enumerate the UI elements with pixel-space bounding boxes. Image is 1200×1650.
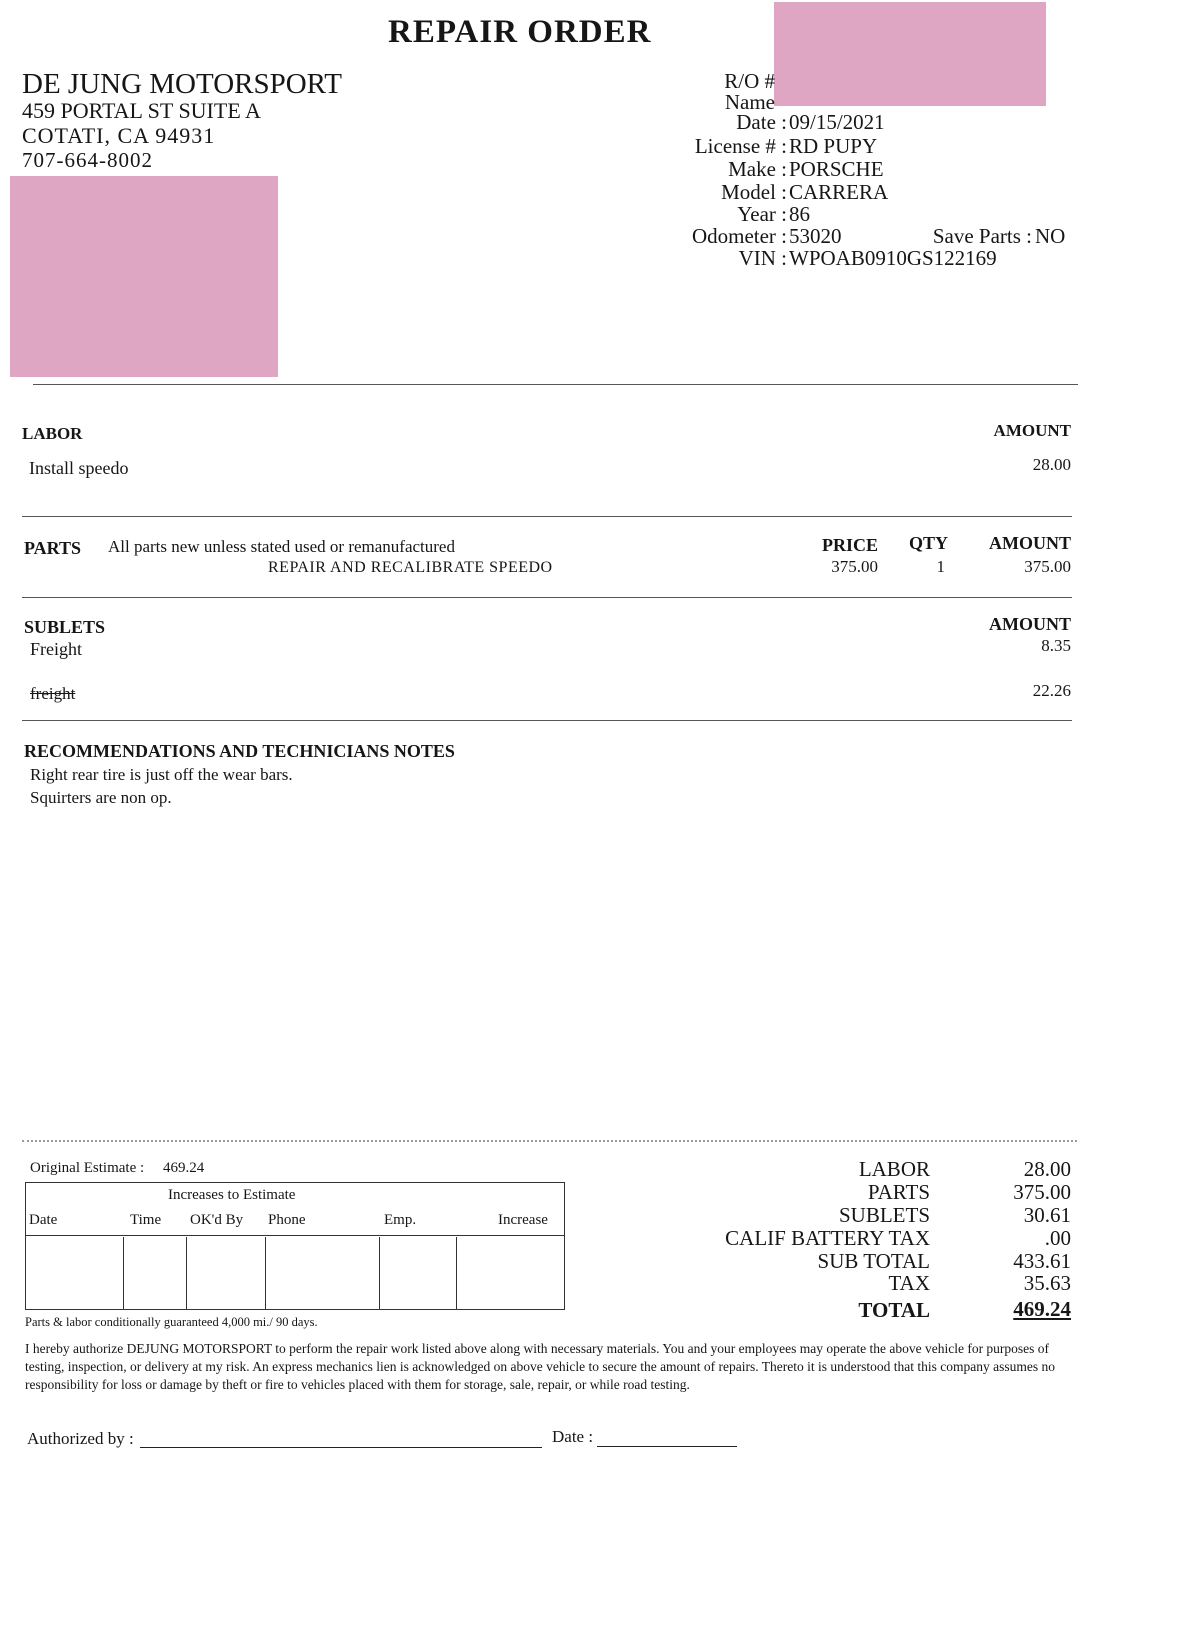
sublets-heading: SUBLETS	[24, 617, 106, 637]
parts-qty-heading: QTY	[908, 533, 948, 553]
parts-note: All parts new unless stated used or remanufactured	[108, 537, 455, 556]
license-label: License # :	[694, 134, 787, 158]
original-estimate-value: 469.24	[163, 1160, 205, 1176]
increases-header-rule	[26, 1235, 564, 1236]
sublets-item-amount: 8.35	[1041, 636, 1071, 655]
shop-address-line1: 459 PORTAL ST SUITE A	[22, 98, 261, 123]
totals-subtotal-value: 433.61	[1013, 1249, 1071, 1273]
vin-label: VIN :	[738, 246, 787, 270]
parts-item-qty: 1	[936, 557, 945, 576]
notes-heading: RECOMMENDATIONS AND TECHNICIANS NOTES	[24, 741, 455, 761]
totals-sublets-value: 30.61	[1023, 1203, 1071, 1227]
labor-divider	[22, 516, 1072, 517]
date-value: 09/15/2021	[789, 110, 885, 134]
totals-battery-tax-value: .00	[1044, 1226, 1071, 1250]
authorized-by-label: Authorized by :	[27, 1429, 134, 1448]
authorization-text: I hereby authorize DEJUNG MOTORSPORT to perform the repair work listed above along with necessary materials. You and your employees may operate the above vehicle for purposes of testing, inspection, or delivery at my risk. An express mechanics lien is acknowledged on above vehicle to secure the amount of repairs. Thereto it is understood that this company assumes no responsibility for loss or damage by theft or fire to vehicles placed with them for storage, sale, repair, or while road testing.	[25, 1341, 1055, 1392]
increases-col-divider	[379, 1237, 380, 1309]
increases-col-divider	[186, 1237, 187, 1309]
year-value: 86	[789, 202, 810, 226]
increases-col-okd-by: OK'd By	[190, 1212, 244, 1228]
vin-value: WPOAB0910GS122169	[789, 246, 997, 270]
odometer-label: Odometer :	[691, 224, 787, 248]
labor-amount-heading: AMOUNT	[993, 421, 1071, 440]
shop-phone: 707-664-8002	[22, 148, 153, 172]
increases-col-time: Time	[130, 1212, 162, 1228]
totals-tax-value: 35.63	[1023, 1271, 1071, 1295]
ro-number-label: R/O #	[724, 69, 775, 93]
increases-col-divider	[456, 1237, 457, 1309]
totals-total-label: TOTAL	[858, 1298, 930, 1322]
redacted-customer-block	[10, 176, 278, 377]
increases-col-divider	[265, 1237, 266, 1309]
notes-line: Right rear tire is just off the wear bars.	[30, 765, 293, 784]
totals-battery-tax-label: CALIF BATTERY TAX	[725, 1226, 930, 1250]
parts-amount-heading: AMOUNT	[989, 533, 1071, 553]
totals-labor-value: 28.00	[1023, 1157, 1071, 1181]
increases-col-divider	[123, 1237, 124, 1309]
original-estimate-label: Original Estimate :	[30, 1160, 145, 1176]
parts-heading: PARTS	[24, 538, 82, 558]
make-value: PORSCHE	[789, 157, 884, 181]
sublets-amount-heading: AMOUNT	[989, 614, 1071, 634]
save-parts-label: Save Parts :	[932, 224, 1032, 248]
totals-labor-label: LABOR	[858, 1157, 930, 1181]
notes-line: Squirters are non op.	[30, 788, 172, 807]
increases-col-date: Date	[29, 1212, 58, 1228]
sublets-item-amount: 22.26	[1032, 681, 1071, 700]
sublets-item-desc: Freight	[30, 639, 82, 659]
make-label: Make :	[728, 157, 787, 181]
parts-item-price: 375.00	[831, 557, 878, 576]
document-title: REPAIR ORDER	[388, 14, 652, 50]
sublets-item-desc: freight	[30, 684, 76, 703]
authorized-by-signature-line[interactable]	[140, 1447, 542, 1448]
totals-tax-label: TAX	[888, 1271, 930, 1295]
odometer-value: 53020	[789, 224, 842, 248]
signature-date-label: Date :	[552, 1427, 594, 1446]
totals-sublets-label: SUBLETS	[838, 1203, 930, 1227]
increases-col-phone: Phone	[268, 1212, 306, 1228]
shop-address-line2: COTATI, CA 94931	[22, 123, 216, 148]
increases-col-emp: Emp.	[384, 1212, 417, 1228]
footer-divider	[22, 1140, 1077, 1142]
labor-heading: LABOR	[22, 424, 83, 443]
totals-parts-value: 375.00	[1013, 1180, 1071, 1204]
increases-col-increase: Increase	[498, 1212, 548, 1228]
labor-item-amount: 28.00	[1032, 455, 1071, 474]
labor-item-desc: Install speedo	[29, 458, 129, 478]
redacted-order-number-block	[774, 2, 1046, 106]
totals-subtotal-label: SUB TOTAL	[817, 1249, 930, 1273]
parts-item-amount: 375.00	[1024, 557, 1071, 576]
parts-price-heading: PRICE	[821, 535, 878, 555]
year-label: Year :	[737, 202, 787, 226]
parts-divider	[22, 597, 1072, 598]
header-divider	[33, 384, 1078, 385]
license-value: RD PUPY	[789, 134, 878, 158]
save-parts-value: NO	[1035, 224, 1066, 248]
name-label: Name	[724, 90, 775, 114]
signature-date-line[interactable]	[597, 1446, 737, 1447]
sublets-divider	[22, 720, 1072, 721]
totals-parts-label: PARTS	[867, 1180, 930, 1204]
totals-total-value: 469.24	[1013, 1297, 1071, 1321]
guarantee-text: Parts & labor conditionally guaranteed 4,000 mi./ 90 days.	[25, 1315, 318, 1329]
date-label: Date :	[736, 110, 787, 134]
parts-item-desc: REPAIR AND RECALIBRATE SPEEDO	[268, 559, 553, 576]
shop-name: DE JUNG MOTORSPORT	[22, 68, 342, 100]
increases-title: Increases to Estimate	[168, 1187, 296, 1203]
model-label: Model :	[721, 180, 787, 204]
model-value: CARRERA	[789, 180, 889, 204]
increases-table	[25, 1182, 565, 1310]
